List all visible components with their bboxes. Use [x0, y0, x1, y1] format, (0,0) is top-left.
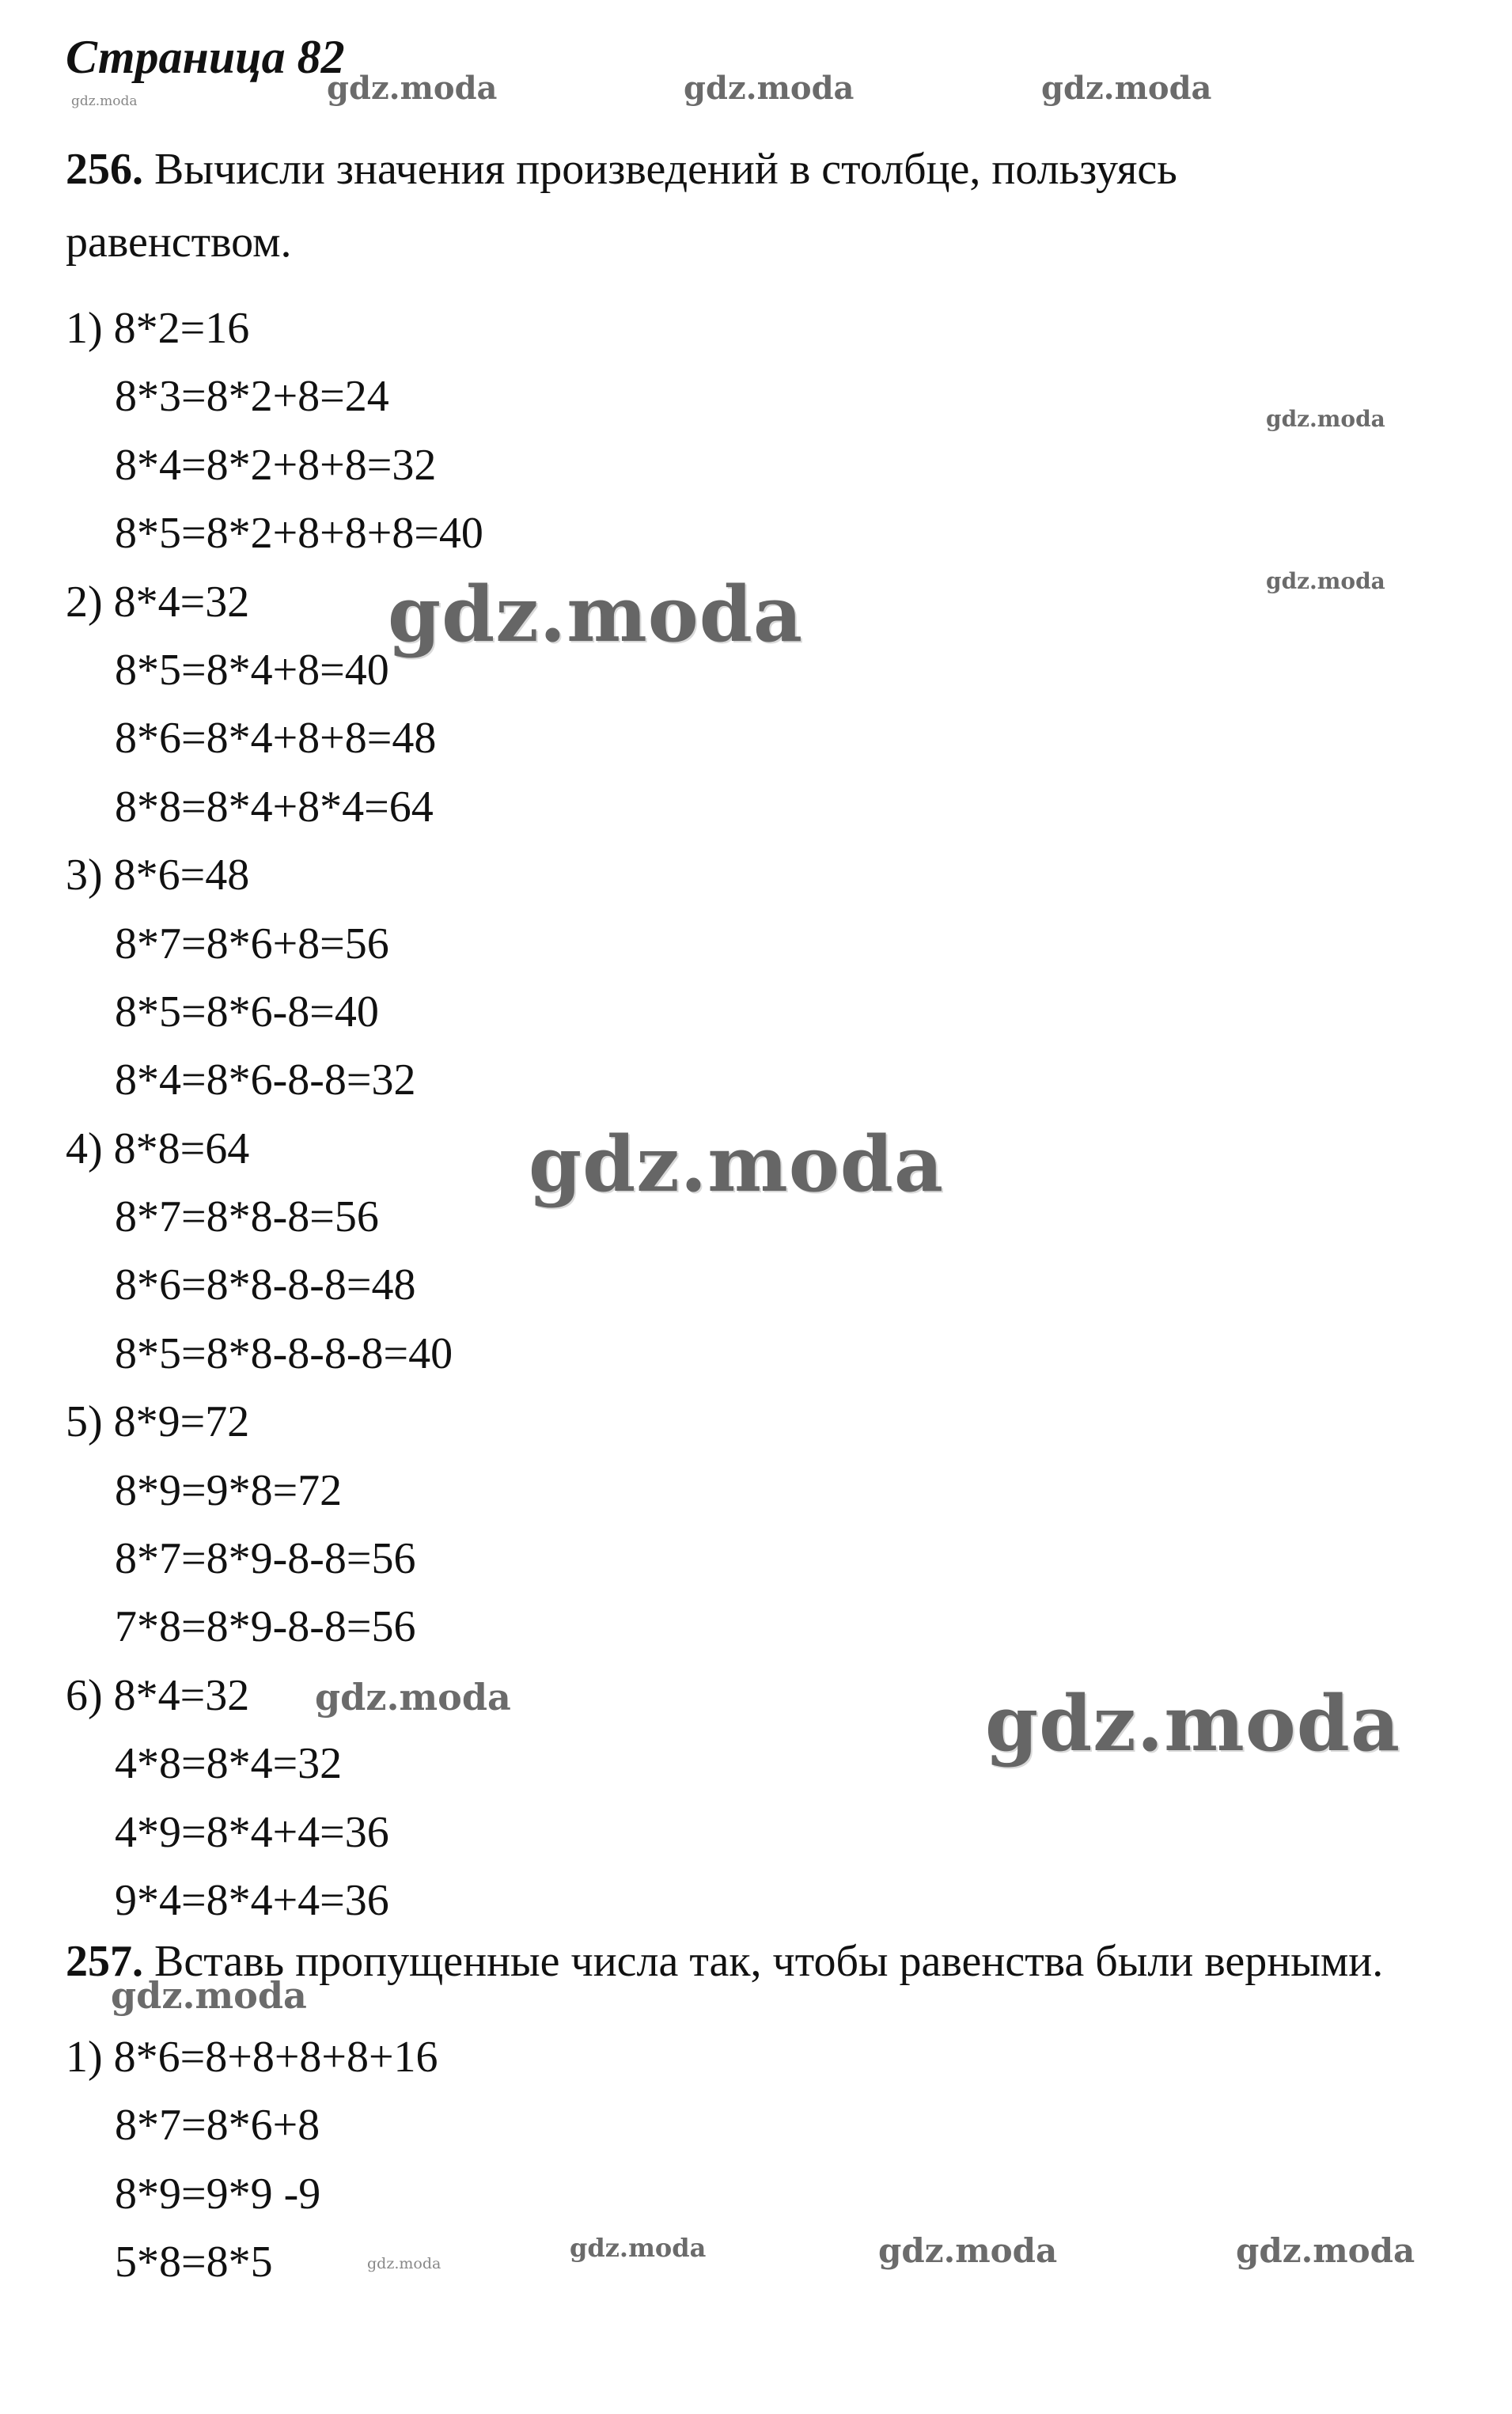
equation-line: 8*3=8*2+8=24	[115, 372, 389, 422]
watermark: gdz.moda	[367, 2255, 441, 2272]
watermark: gdz.moda	[388, 570, 804, 659]
equation-line: 6) 8*4=32	[66, 1670, 250, 1720]
watermark: gdz.moda	[529, 1120, 945, 1209]
task-256-line1	[66, 133, 1177, 206]
watermark: gdz.moda	[570, 2233, 707, 2263]
task-number: 257.	[66, 1937, 143, 1986]
watermark: gdz.moda	[1041, 70, 1212, 107]
equation-line: 8*7=8*9-8-8=56	[115, 1534, 416, 1584]
equation-line: 8*7=8*6+8=56	[115, 919, 389, 968]
equation-line: 5*8=8*5	[115, 2238, 273, 2287]
task-257-line1	[66, 1925, 1383, 1998]
page-title: Страница 82	[66, 31, 345, 83]
equation-line: 8*7=8*8-8=56	[115, 1192, 379, 1242]
equation-line: 8*5=8*8-8-8-8=40	[115, 1328, 453, 1378]
watermark: gdz.moda	[1266, 568, 1385, 594]
task-256-line2: равенством.	[66, 218, 292, 267]
equation-line: 8*7=8*6+8	[115, 2101, 320, 2151]
watermark: gdz.moda	[1266, 406, 1385, 432]
watermark: gdz.moda	[327, 70, 498, 107]
equation-line: 7*8=8*9-8-8=56	[115, 1602, 416, 1652]
task-256-text: Вычисли значения произведений в столбце, пользуясь	[154, 145, 1177, 194]
equation-line: 4) 8*8=64	[66, 1124, 250, 1173]
equation-line: 8*9=9*8=72	[115, 1465, 343, 1515]
task-257-text: Вставь пропущенные числа так, чтобы равенства были верными.	[154, 1937, 1384, 1986]
task-number: 256.	[66, 145, 143, 194]
equation-line: 8*5=8*6-8=40	[115, 987, 379, 1036]
watermark: gdz.moda	[684, 70, 855, 107]
equation-line: 8*5=8*2+8+8+8=40	[115, 509, 483, 559]
equation-line: 8*9=9*9 -9	[115, 2169, 321, 2219]
watermark: gdz.moda	[315, 1676, 511, 1719]
equation-line: 5) 8*9=72	[66, 1397, 250, 1447]
equation-line: 8*6=8*8-8-8=48	[115, 1260, 416, 1310]
equation-line: 1) 8*6=8+8+8+8+16	[66, 2033, 438, 2082]
equation-line: 8*4=8*2+8+8=32	[115, 440, 437, 490]
equation-line: 2) 8*4=32	[66, 577, 250, 627]
equation-line: 4*9=8*4+4=36	[115, 1807, 389, 1857]
equation-line: 9*4=8*4+4=36	[115, 1875, 389, 1925]
task-257-solution	[66, 2023, 438, 2297]
task-256-statement	[66, 133, 1177, 279]
equation-line: 1) 8*2=16	[66, 304, 250, 353]
watermark: gdz.moda	[111, 1974, 307, 2017]
equation-line: 4*8=8*4=32	[115, 1739, 343, 1789]
equation-line: 3) 8*6=48	[66, 851, 250, 900]
task-257-statement	[66, 1925, 1383, 1998]
watermark: gdz.moda	[1236, 2231, 1415, 2270]
watermark: gdz.moda	[71, 93, 138, 109]
equation-line: 8*8=8*4+8*4=64	[115, 782, 434, 832]
equation-line: 8*6=8*4+8+8=48	[115, 714, 437, 764]
watermark: gdz.moda	[985, 1679, 1401, 1768]
watermark: gdz.moda	[878, 2231, 1058, 2270]
equation-line: 8*5=8*4+8=40	[115, 645, 389, 695]
equation-line: 8*4=8*6-8-8=32	[115, 1055, 416, 1105]
task-256-solution	[66, 294, 483, 1935]
